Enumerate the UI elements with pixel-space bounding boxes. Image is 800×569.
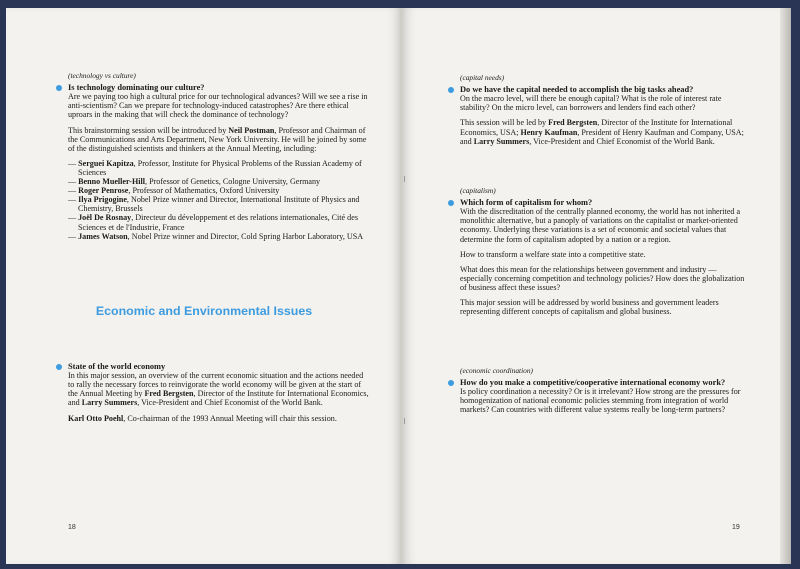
list-item: — Roger Penrose, Professor of Mathematics, Oxford University (68, 186, 368, 195)
fold-mark (404, 418, 405, 424)
list-item: — Serguei Kapitza, Professor, Institute for Physical Problems of the Russian Academy of Sciences (68, 159, 368, 177)
section-world-economy (68, 362, 370, 429)
list-item: — Joël De Rosnay, Directeur du développement et des relations internationales, Cité des Sciences et de l'Industrie, France (68, 213, 368, 231)
bullet-icon (448, 87, 454, 93)
section-question: State of the world economy (68, 362, 370, 371)
page-number: 19 (732, 524, 740, 531)
section-heading: Economic and Environmental Issues (95, 304, 313, 318)
section-tag: (capitalism) (460, 186, 496, 195)
section-body (68, 92, 368, 240)
bullet-icon (56, 364, 62, 370)
paragraph: Karl Otto Poehl, Co-chairman of the 1993 Annual Meeting will chair this session. (68, 413, 337, 423)
list-item: — Benno Mueller-Hill, Professor of Genetics, Cologne University, Germany (68, 177, 368, 186)
list-item: — Ilya Prigogine, Nobel Prize winner and Director, International Institute of Physics and Chemistry, Brussels (68, 195, 368, 213)
page-number: 18 (68, 524, 76, 531)
bullet-icon (56, 85, 62, 91)
paragraph: Are we paying too high a cultural price for our technological advances? Will we see a rise in anti-scientism? Can we prepare for technology-induced catastrophes? Are there ethical uproars in the making that will check the dominance of technology? (68, 92, 368, 120)
paragraph: In this major session, an overview of the current economic situation and the actions needed to rally the necessary forces to reinvigorate the world economy will be given at the start of the Annual Meeting by Fred Bergsten, Director of the Institute for International Economics, and Larry Summers, Vice-President and Chief Economist of the World Bank. (68, 371, 369, 408)
list-item: — James Watson, Nobel Prize winner and Director, Cold Spring Harbor Laboratory, USA (68, 232, 368, 241)
panelist-list (68, 159, 368, 241)
section-tag: (capital needs) (460, 73, 505, 82)
fold-mark (404, 176, 405, 182)
paragraph: How to transform a welfare state into a competitive state. (460, 249, 646, 259)
paragraph: What does this mean for the relationships between government and industry — especially concerning competition and technology policies? How does the globalization of business affect these issues? (460, 264, 745, 292)
section-capital-needs (460, 73, 744, 152)
left-page (6, 8, 402, 564)
brochure-spread (6, 8, 791, 564)
section-technology (68, 71, 368, 241)
section-question: Which form of capitalism for whom? (460, 198, 748, 207)
section-question: Do we have the capital needed to accomplish the big tasks ahead? (460, 85, 744, 94)
paragraph: This brainstorming session will be introduced by Neil Postman, Professor and Chairman of the Communications and Arts Department, New York University. He will be joined by some of the distinguished scientists and thinkers at the Annual Meeting, including: (68, 125, 367, 153)
section-tag: (economic coordination) (460, 366, 533, 375)
paragraph: This session will be led by Fred Bergsten, Director of the Institute for International Economics, USA; Henry Kaufman, President of Henry Kaufman and Company, USA; and Larry Summers, Vice-President and Chief Economist of the World Bank. (460, 118, 744, 146)
section-body (68, 371, 370, 422)
page-edge (780, 8, 791, 564)
section-tag: (technology vs culture) (68, 71, 136, 80)
paragraph: With the discreditation of the centrally planned economy, the world has not inherited a monolithic alternative, but a panoply of variations on the capitalist or market-oriented economy. Underlying these variations is a set of economic and societal values that determine the form of capitalism adopted by a nation or a region. (460, 207, 741, 244)
section-body (460, 207, 748, 316)
paragraph: Is policy coordination a necessity? Or is it irrelevant? How strong are the pressures for homogenization of national economic policies stemming from integration of world markets? Can countries with different value systems really be long-term partners? (460, 387, 741, 415)
bullet-icon (448, 200, 454, 206)
paragraph: On the macro level, will there be enough capital? What is the role of interest rate stability? On the micro level, can borrowers and lenders find each other? (460, 94, 722, 113)
section-body (460, 94, 744, 145)
section-question: How do you make a competitive/cooperative international economy work? (460, 378, 748, 387)
section-economic-coordination (460, 366, 748, 421)
section-capitalism (460, 186, 748, 322)
section-body (460, 387, 748, 414)
paragraph: This major session will be addressed by world business and government leaders representing different concepts of capitalism and global business. (460, 298, 719, 317)
right-page (402, 8, 791, 564)
bullet-icon (448, 380, 454, 386)
section-question: Is technology dominating our culture? (68, 83, 368, 92)
